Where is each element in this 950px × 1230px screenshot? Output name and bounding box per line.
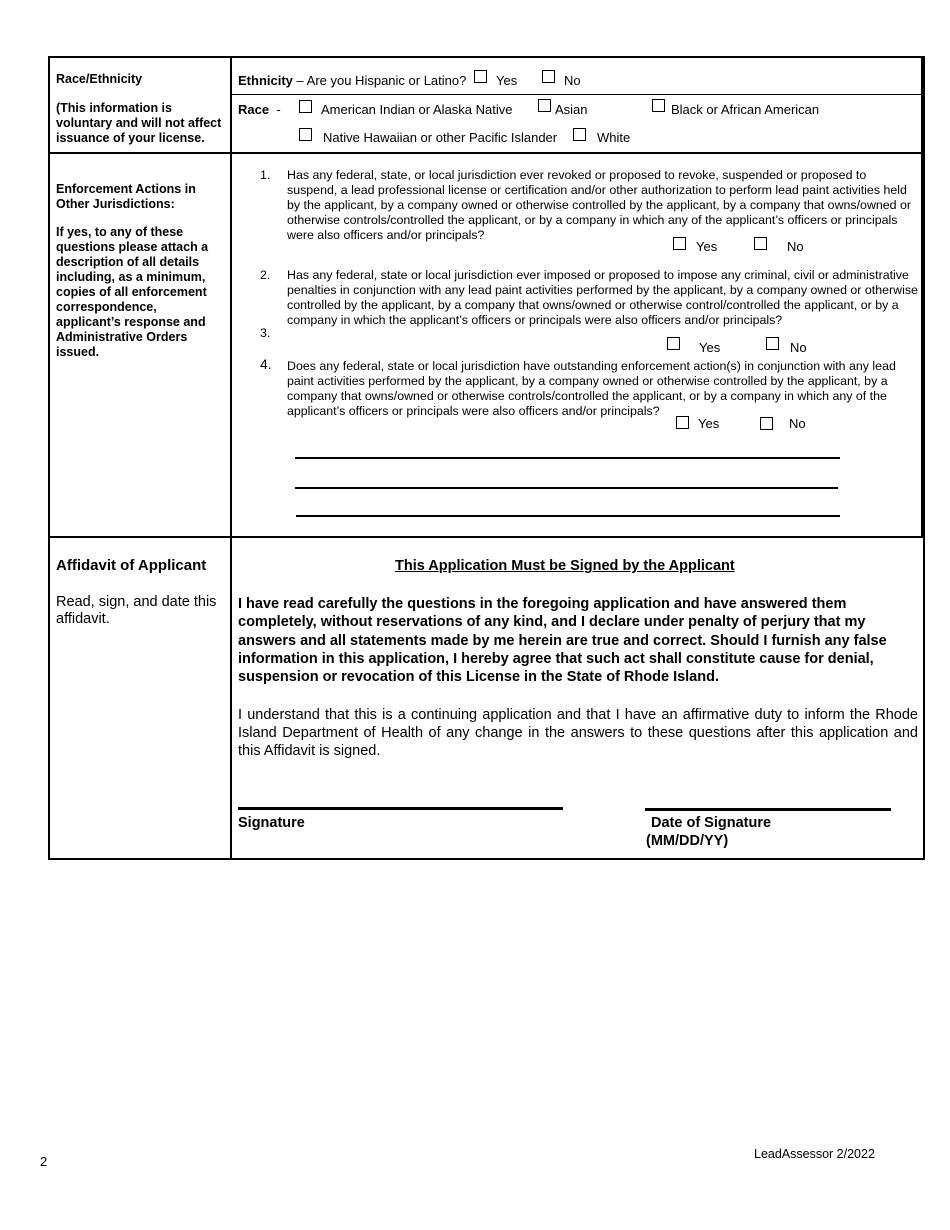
- race-ethnicity-title: Race/Ethnicity: [56, 72, 143, 86]
- ethnicity-no-label: No: [564, 73, 581, 88]
- q4-text: Does any federal, state or local jurisdiction have outstanding enforcement action(s) in conjunction with any lead paint activities performed by the applicant, by a company owned or otherwise controlled by the applicant, by a company that owns/owned or otherwise controls/controlled the applicant, or by a company in which any of the applicant’s officers or principals were also officers and/or principals?: [287, 359, 896, 418]
- race-black-label: Black or African American: [671, 102, 820, 117]
- q1-yes-checkbox[interactable]: [673, 237, 686, 250]
- q2-yes-label: Yes: [699, 340, 721, 355]
- date-label: Date of Signature: [651, 815, 772, 831]
- q1-no-label: No: [787, 239, 804, 254]
- q4-yes-checkbox[interactable]: [676, 416, 689, 429]
- race-native-hawaiian-label: Native Hawaiian or other Pacific Islander: [323, 130, 558, 145]
- page-number: 2: [40, 1154, 48, 1169]
- signature-label: Signature: [238, 815, 305, 831]
- race-dash: -: [276, 102, 281, 117]
- race-label-group: [238, 102, 281, 117]
- race-asian-checkbox[interactable]: [538, 99, 551, 112]
- q4-number: 4.: [260, 356, 272, 372]
- date-line[interactable]: [645, 808, 891, 811]
- race-asian-label: Asian: [555, 102, 588, 117]
- q1-yes-label: Yes: [696, 239, 718, 254]
- affidavit-heading: This Application Must be Signed by the Applicant: [395, 558, 735, 574]
- q3-number: 3.: [260, 326, 271, 340]
- ethnicity-question-text: – Are you Hispanic or Latino?: [292, 73, 467, 88]
- race-black-checkbox[interactable]: [652, 99, 665, 112]
- signature-line[interactable]: [238, 807, 563, 810]
- affidavit-title: Affidavit of Applicant: [56, 557, 207, 574]
- q4-no-label: No: [789, 416, 806, 431]
- race-white-label: White: [597, 130, 631, 145]
- affidavit-note: Read, sign, and date this affidavit.: [56, 594, 217, 627]
- q2-no-checkbox[interactable]: [766, 337, 779, 350]
- race-ethnicity-note: (This information is voluntary and will not affect issuance of your license.: [56, 101, 222, 145]
- explanation-line-3[interactable]: [296, 515, 840, 517]
- race-label: Race: [238, 102, 270, 117]
- race-american-indian-label: American Indian or Alaska Native: [321, 102, 513, 117]
- q2-yes-checkbox[interactable]: [667, 337, 680, 350]
- ethnicity-question: [238, 73, 466, 88]
- date-format-label: (MM/DD/YY): [646, 833, 729, 849]
- q2-text: Has any federal, state or local jurisdiction ever imposed or proposed to impose any criminal, civil or administrative penalties in conjunction with any lead paint activities performed by the applicant, by a company owned or otherwise controlled by the applicant, by a company that owns/owned or otherwise control/controlled the applicant, or by a company in which the applicant’s officers or principals were also officers and/or principals?: [287, 268, 918, 327]
- q2-no-label: No: [790, 340, 807, 355]
- ethnicity-label: Ethnicity: [238, 73, 293, 88]
- affidavit-paragraph-2: I understand that this is a continuing application and that I have an affirmative duty to inform the Rhode Island Department of Health of any change in the answers to these questions after this application and this Affidavit is signed.: [238, 707, 918, 759]
- explanation-line-1[interactable]: [295, 457, 840, 459]
- ethnicity-yes-checkbox[interactable]: [474, 70, 487, 83]
- affidavit-paragraph-1: I have read carefully the questions in the foregoing application and have answered them completely, without reservations of any kind, and I declare under penalty of perjury that my answers and all statements made by me herein are true and correct. Should I furnish any false information in this application, I hereby agree that such act shall constitute cause for denial, suspension or revocation of this License in the State of Rhode Island.: [238, 596, 887, 686]
- ethnicity-no-checkbox[interactable]: [542, 70, 555, 83]
- q4-yes-label: Yes: [698, 416, 720, 431]
- race-native-hawaiian-checkbox[interactable]: [299, 128, 312, 141]
- q2-number: 2.: [260, 268, 271, 282]
- q1-no-checkbox[interactable]: [754, 237, 767, 250]
- enforcement-title: Enforcement Actions in Other Jurisdictions:: [56, 182, 196, 211]
- explanation-line-2[interactable]: [295, 487, 838, 489]
- form-id: LeadAssessor 2/2022: [754, 1147, 875, 1161]
- race-american-indian-checkbox[interactable]: [299, 100, 312, 113]
- enforcement-note: If yes, to any of these questions please attach a description of all details including, as a minimum, copies of all enforcement correspondence, applicant’s response and Administrative Orders issued.: [56, 225, 209, 359]
- ethnicity-yes-label: Yes: [496, 73, 518, 88]
- q1-number: 1.: [260, 168, 271, 182]
- race-white-checkbox[interactable]: [573, 128, 586, 141]
- q1-text: Has any federal, state, or local jurisdiction ever revoked or proposed to revoke, suspended or proposed to suspend, a lead professional license or certification and/or other authorization to perform lead paint activities held by the applicant, by a company owned or otherwise controlled by the applicant, by a company that owns/owned or otherwise controls/controlled the applicant, or by a company in which any of the applicant’s officers or principals were also officers and/or principals?: [287, 168, 912, 242]
- q4-no-checkbox[interactable]: [760, 417, 773, 430]
